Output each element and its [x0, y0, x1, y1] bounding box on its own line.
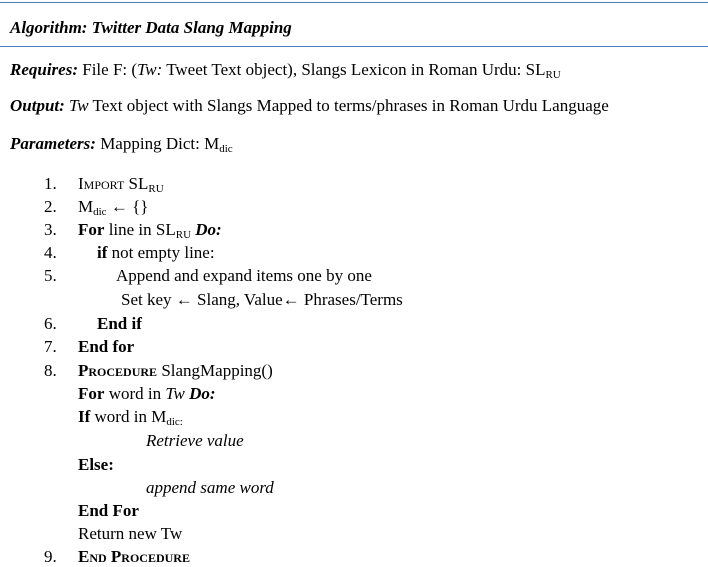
step-1-sub: RU	[148, 183, 164, 195]
keyword-if: if	[97, 243, 108, 262]
output-label: Output:	[10, 96, 65, 115]
requires-text-2: Tweet Text object), Slangs Lexicon in Roman Urdu: SL	[162, 60, 546, 79]
requires-tw: Tw:	[137, 60, 163, 79]
parameters-label: Parameters:	[10, 134, 96, 153]
requires-text-1: File F: (	[82, 60, 138, 79]
keyword-do: Do:	[184, 384, 216, 403]
step-number: 1.	[44, 174, 57, 193]
inner-if-sub: dic:	[166, 416, 183, 428]
step-2	[78, 197, 148, 217]
step-1-text: SL	[124, 174, 149, 193]
step-2-text: ← {}	[106, 197, 149, 216]
step-number: 3.	[44, 220, 57, 239]
step-3	[78, 220, 222, 240]
requires-sub: RU	[545, 69, 561, 81]
step-number: 8.	[44, 361, 57, 380]
output-line	[10, 96, 609, 116]
return-line: Return new Tw	[78, 524, 183, 543]
top-rule	[0, 2, 708, 3]
title-rule	[0, 46, 708, 47]
inner-for-tw: Tw	[165, 384, 185, 403]
step-5-line-1: Append and expand items one by one	[116, 266, 372, 285]
step-3-sub: RU	[175, 229, 192, 241]
keyword-procedure: Procedure	[78, 361, 158, 380]
step-9: End Procedure	[78, 547, 190, 566]
append-same-word: append same word	[146, 478, 274, 497]
inner-for	[78, 384, 216, 404]
step-3-text: line in SL	[104, 220, 176, 239]
inner-if-text: word in M	[90, 407, 167, 426]
algorithm-title: Algorithm: Twitter Data Slang Mapping	[10, 18, 292, 37]
parameters-text: Mapping Dict: M	[100, 134, 220, 153]
parameters-sub: dic	[219, 143, 233, 155]
step-number: 6.	[44, 314, 57, 333]
step-1	[78, 174, 164, 194]
step-number: 7.	[44, 337, 57, 356]
requires-line	[10, 60, 561, 80]
step-number: 9.	[44, 547, 57, 566]
step-6: End if	[97, 314, 142, 333]
keyword-do: Do:	[191, 220, 222, 239]
output-text: Text object with Slangs Mapped to terms/phrases in Roman Urdu Language	[88, 96, 609, 115]
step-5-line-2: Set key ← Slang, Value← Phrases/Terms	[121, 290, 403, 309]
step-2-sub: dic	[93, 206, 107, 218]
end-for-inner: End For	[78, 501, 139, 520]
else-keyword: Else:	[78, 455, 114, 474]
output-tw: Tw	[69, 96, 89, 115]
keyword-import: Import	[78, 174, 125, 193]
step-number: 2.	[44, 197, 57, 216]
step-2-m: M	[78, 197, 94, 216]
keyword-for: For	[78, 384, 105, 403]
inner-for-text: word in	[104, 384, 166, 403]
step-8-text: SlangMapping()	[157, 361, 273, 380]
keyword-if: If	[78, 407, 91, 426]
retrieve-value: Retrieve value	[146, 431, 244, 450]
parameters-line	[10, 134, 233, 154]
step-number: 4.	[44, 243, 57, 262]
step-7: End for	[78, 337, 135, 356]
step-8	[78, 361, 273, 381]
keyword-for: For	[78, 220, 105, 239]
step-4	[97, 243, 215, 263]
step-4-text: not empty line:	[107, 243, 215, 262]
step-number: 5.	[44, 266, 57, 285]
requires-label: Requires:	[10, 60, 78, 79]
inner-if	[78, 407, 183, 427]
